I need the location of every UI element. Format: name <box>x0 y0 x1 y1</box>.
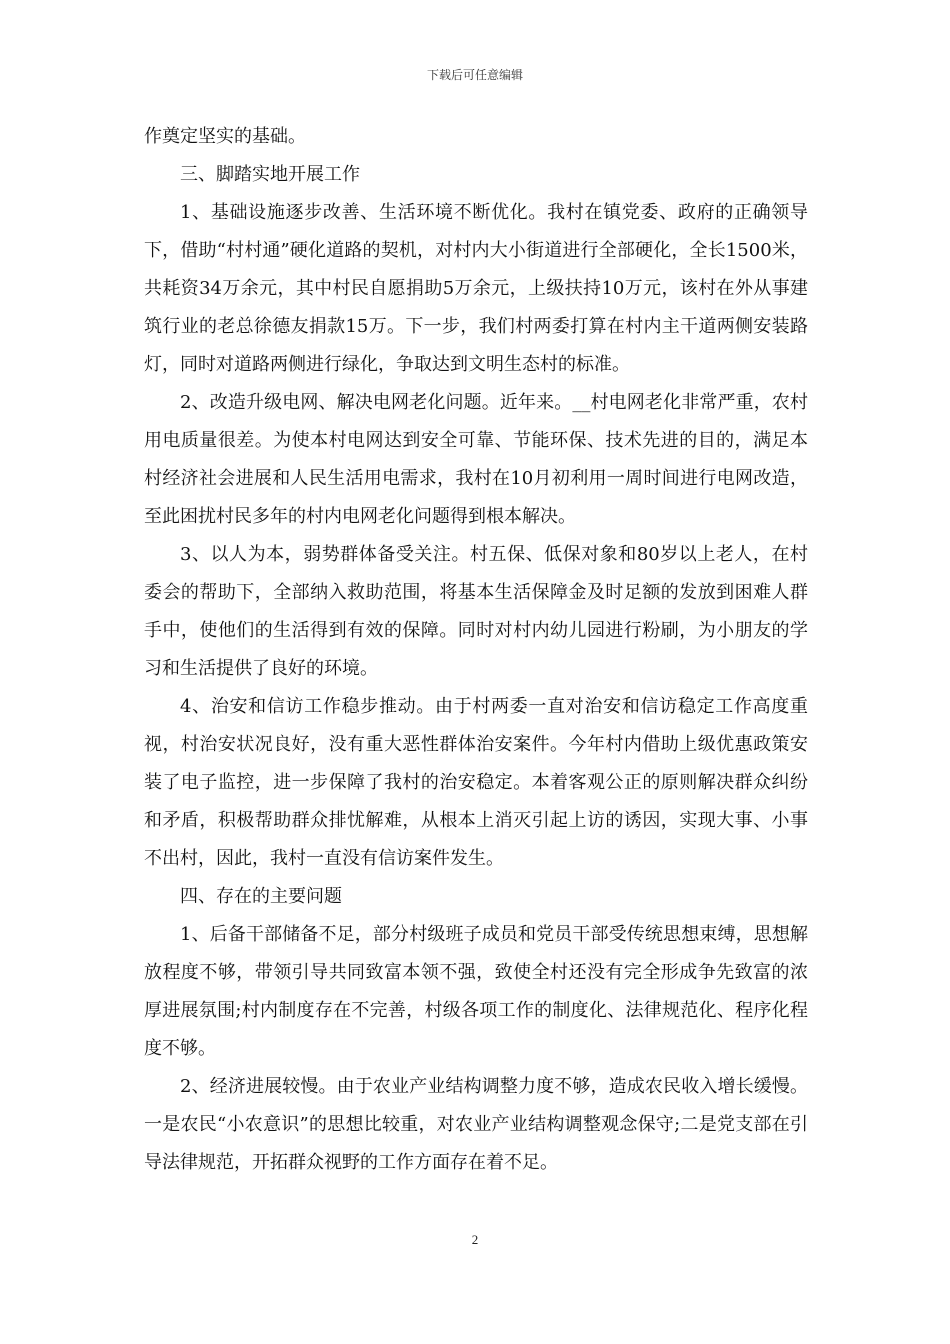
page-header: 下载后可任意编辑 <box>426 68 523 82</box>
page-number: 2 <box>471 1232 479 1247</box>
section-heading-4: 四、存在的主要问题 <box>180 886 342 907</box>
paragraph-cadre-reserve: 1、后备干部储备不足，部分村级班子成员和党员干部受传统思想束缚，思想解放程度不够，带领引导共同致富本领不强，致使全村还没有完全形成争先致富的浓厚进展氛围;村内制度存在不完善，村级各项工作的制度化、法律规范化、程序化程度不够。 <box>144 924 808 1059</box>
paragraph-vulnerable-groups: 3、以人为本，弱势群体备受关注。村五保、低保对象和80岁以上老人，在村委会的帮助下，全部纳入救助范围，将基本生活保障金及时足额的发放到困难人群手中，使他们的生活得到有效的保障。同时对村内幼儿园进行粉刷，为小朋友的学习和生活提供了良好的环境。 <box>144 544 808 679</box>
section-heading-3: 三、脚踏实地开展工作 <box>180 164 360 185</box>
paragraph-economic-development: 2、经济进展较慢。由于农业产业结构调整力度不够，造成农民收入增长缓慢。一是农民“小农意识”的思想比较重，对农业产业结构调整观念保守;二是党支部在引导法律规范，开拓群众视野的工作方面存在着不足。 <box>144 1076 808 1173</box>
paragraph-continuation: 作奠定坚实的基础。 <box>144 126 306 147</box>
paragraph-infrastructure: 1、基础设施逐步改善、生活环境不断优化。我村在镇党委、政府的正确领导下，借助“村村通”硬化道路的契机，对村内大小街道进行全部硬化，全长1500米，共耗资34万余元，其中村民自愿捐助5万余元，上级扶持10万元，该村在外从事建筑行业的老总徐德友捐款15万。下一步，我们村两委打算在村内主干道两侧安装路灯，同时对道路两侧进行绿化，争取达到文明生态村的标准。 <box>144 202 808 375</box>
document-body <box>144 118 808 1182</box>
paragraph-power-grid: 2、改造升级电网、解决电网老化问题。近年来。__村电网老化非常严重，农村用电质量很差。为使本村电网达到安全可靠、节能环保、技术先进的目的，满足本村经济社会进展和人民生活用电需求，我村在10月初利用一周时间进行电网改造，至此困扰村民多年的村内电网老化问题得到根本解决。 <box>144 392 808 527</box>
paragraph-public-security: 4、治安和信访工作稳步推动。由于村两委一直对治安和信访稳定工作高度重视，村治安状况良好，没有重大恶性群体治安案件。今年村内借助上级优惠政策安装了电子监控，进一步保障了我村的治安稳定。本着客观公正的原则解决群众纠纷和矛盾，积极帮助群众排忧解难，从根本上消灭引起上访的诱因，实现大事、小事不出村，因此，我村一直没有信访案件发生。 <box>144 696 808 869</box>
